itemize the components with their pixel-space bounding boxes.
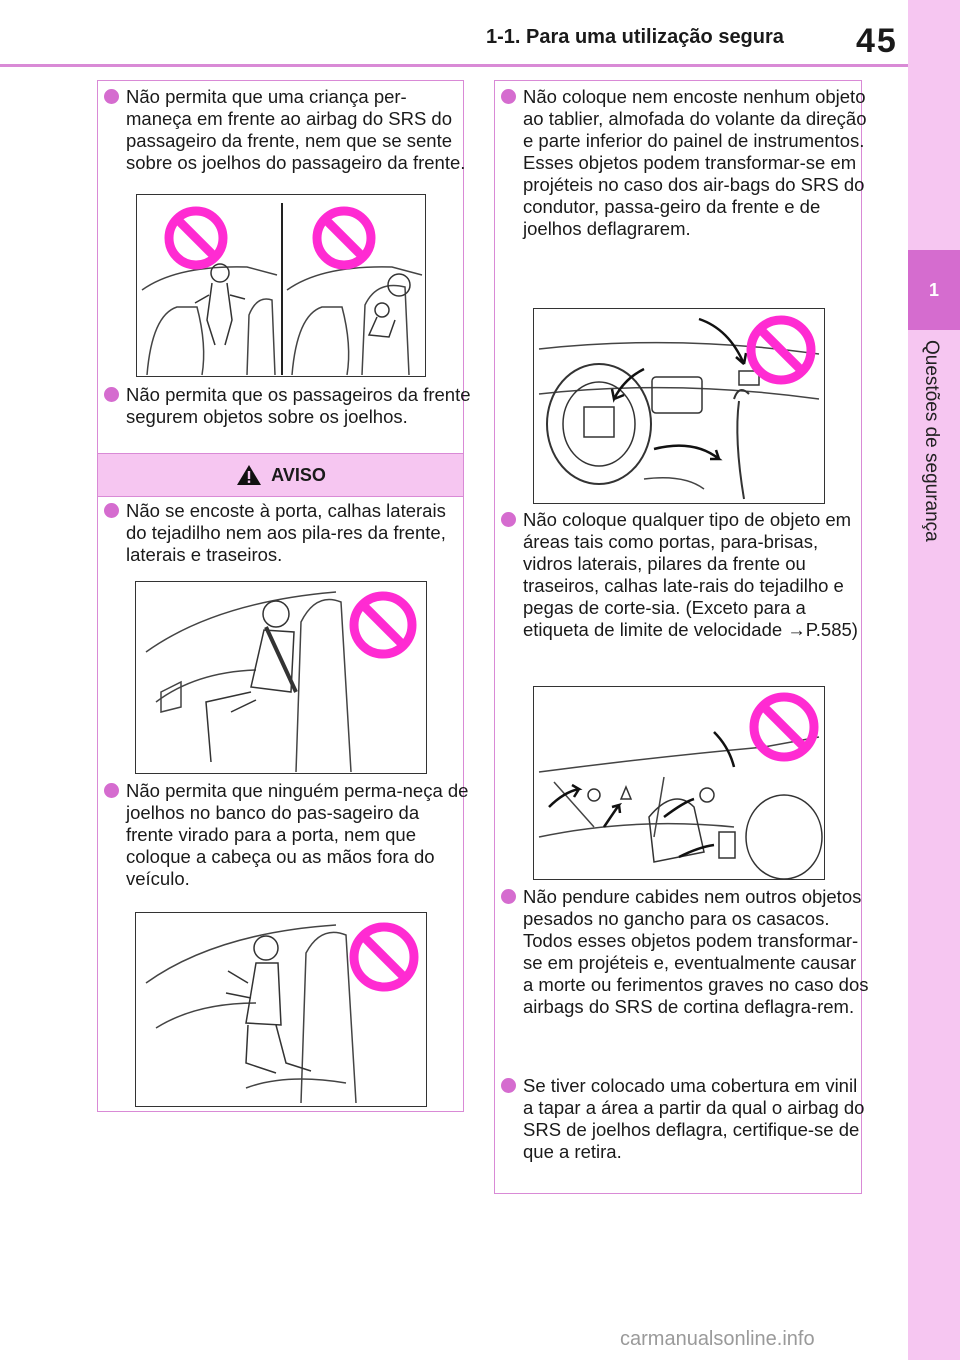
illustration-dashboard-objects — [533, 308, 825, 504]
prohibition-icon — [163, 205, 229, 271]
prohibition-icon — [348, 921, 420, 993]
list-item: Não se encoste à porta, calhas laterais do tejadilho nem aos pila-res da frente, laterais e traseiros. — [100, 500, 471, 566]
bullet-icon — [104, 503, 119, 518]
prohibition-icon — [311, 205, 377, 271]
bullet-icon — [501, 1078, 516, 1093]
warning-triangle-icon — [235, 463, 263, 487]
bullet-icon — [104, 89, 119, 104]
illustration-kneeling-seat — [135, 912, 427, 1107]
warning-banner — [98, 453, 463, 497]
bullet-icon — [104, 387, 119, 402]
chapter-side-tab — [908, 0, 960, 1360]
prohibition-icon — [748, 691, 820, 763]
left-column — [97, 80, 471, 1112]
bullet-icon — [501, 89, 516, 104]
bullet-icon — [104, 783, 119, 798]
illustration-windows-objects — [533, 686, 825, 880]
page-number: 45 — [856, 22, 898, 60]
chapter-number-tab[interactable]: 1 — [908, 250, 960, 330]
list-item: Não coloque qualquer tipo de objeto em áreas tais como portas, para-brisas, vidros laterais, pilares da frente ou traseiros, calhas late-rais do tejadilho e pegas de corte-sia. (Exceto para a etiqueta de limite de velocidade →P.585) — [497, 509, 871, 641]
warning-label: AVISO — [271, 464, 326, 485]
prohibition-icon — [744, 313, 818, 387]
list-item: Não permita que ninguém perma-neça de joelhos no banco do pas-sageiro da frente virado para a porta, nem que coloque a cabeça ou as mãos fora do veículo. — [100, 780, 471, 890]
section-title: 1-1. Para uma utilização segura — [486, 26, 784, 48]
illustration-leaning-door — [135, 581, 427, 774]
list-item: Não permita que os passageiros da frente segurem objetos sobre os joelhos. — [100, 384, 471, 428]
watermark: carmanualsonline.info — [620, 1328, 815, 1350]
bullet-icon — [501, 512, 516, 527]
prohibition-icon — [348, 590, 418, 660]
illustration-child-front-seat — [136, 194, 426, 377]
list-item: Não pendure cabides nem outros objetos pesados no gancho para os casacos. Todos esses objetos podem transformar-se em projéteis e, eventualmente causar a morte ou ferimentos graves no caso dos airbags do SRS de cortina deflagra-rem. — [497, 886, 871, 1018]
chapter-title: Questões de segurança — [921, 340, 942, 542]
list-item: Não coloque nem encoste nenhum objeto ao tablier, almofada do volante da direção e parte inferior do painel de instrumentos. Esses objetos podem transformar-se em projéteis no caso dos air-bags do SRS do condutor, passa-geiro da frente e de joelhos deflagrarem. — [497, 86, 871, 240]
list-item: Não permita que uma criança per-maneça em frente ao airbag do SRS do passageiro da frente, nem que se sente sobre os joelhos do passageiro da frente. — [100, 86, 471, 174]
right-column — [494, 80, 869, 1194]
list-item: Se tiver colocado uma cobertura em vinil a tapar a área a partir da qual o airbag do SRS de joelhos deflagra, certifique-se de que a retira. — [497, 1075, 871, 1163]
bullet-icon — [501, 889, 516, 904]
header-rule — [0, 64, 908, 67]
